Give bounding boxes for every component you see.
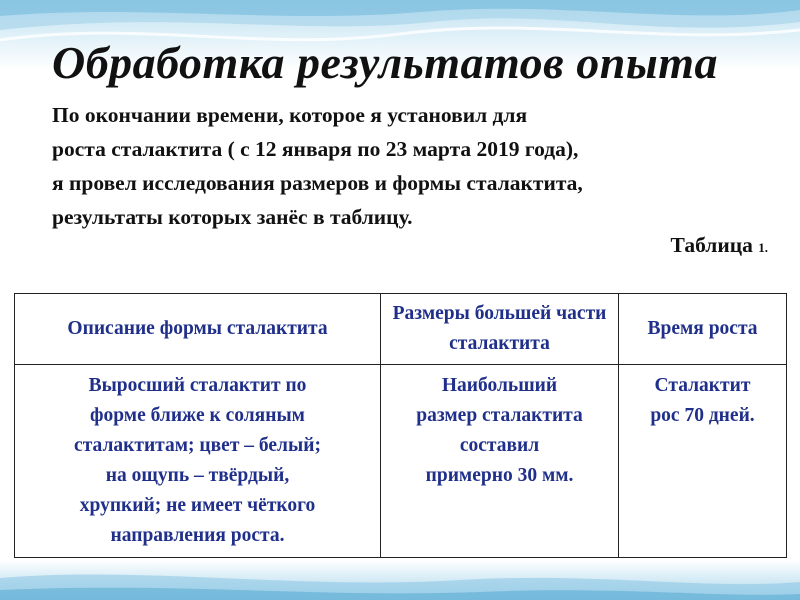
table-caption <box>671 233 768 258</box>
header-growth-time: Время роста <box>619 294 787 365</box>
cell-line: на ощупь – твёрдый, <box>105 465 290 486</box>
table-header-row <box>15 294 787 365</box>
cell-line: форме ближе к соляным <box>90 405 305 426</box>
cell-shape-description <box>15 365 381 558</box>
header-size: Размеры большей части сталактита <box>381 294 619 365</box>
slide-title: Обработка результатов опыта <box>52 37 719 88</box>
cell-line: Выросший сталактит по <box>88 375 307 396</box>
header-shape-description: Описание формы сталактита <box>15 294 381 365</box>
cell-size <box>381 365 619 558</box>
cell-line: составил <box>459 435 540 456</box>
cell-line: Сталактит <box>654 375 751 396</box>
intro-line: По окончании времени, которое я установил для <box>52 103 528 127</box>
table-caption-number: 1. <box>758 240 768 255</box>
cell-line: хрупкий; не имеет чёткого <box>79 495 316 516</box>
cell-line: направления роста. <box>110 525 285 546</box>
cell-line: сталактитам; цвет – белый; <box>74 435 321 456</box>
table-row <box>15 365 787 558</box>
intro-paragraph <box>52 98 782 234</box>
intro-line: я провел исследования размеров и формы сталактита, <box>52 171 583 195</box>
table-caption-word: Таблица <box>670 233 753 257</box>
cell-line: примерно 30 мм. <box>425 465 574 486</box>
intro-line: результаты которых занёс в таблицу. <box>52 205 413 229</box>
cell-line: размер сталактита <box>416 405 583 426</box>
cell-line: Наибольший <box>441 375 558 396</box>
cell-line: рос 70 дней. <box>650 405 755 426</box>
results-table <box>14 293 787 558</box>
cell-growth-time <box>619 365 787 558</box>
intro-line: роста сталактита ( с 12 января по 23 марта 2019 года), <box>52 137 579 161</box>
